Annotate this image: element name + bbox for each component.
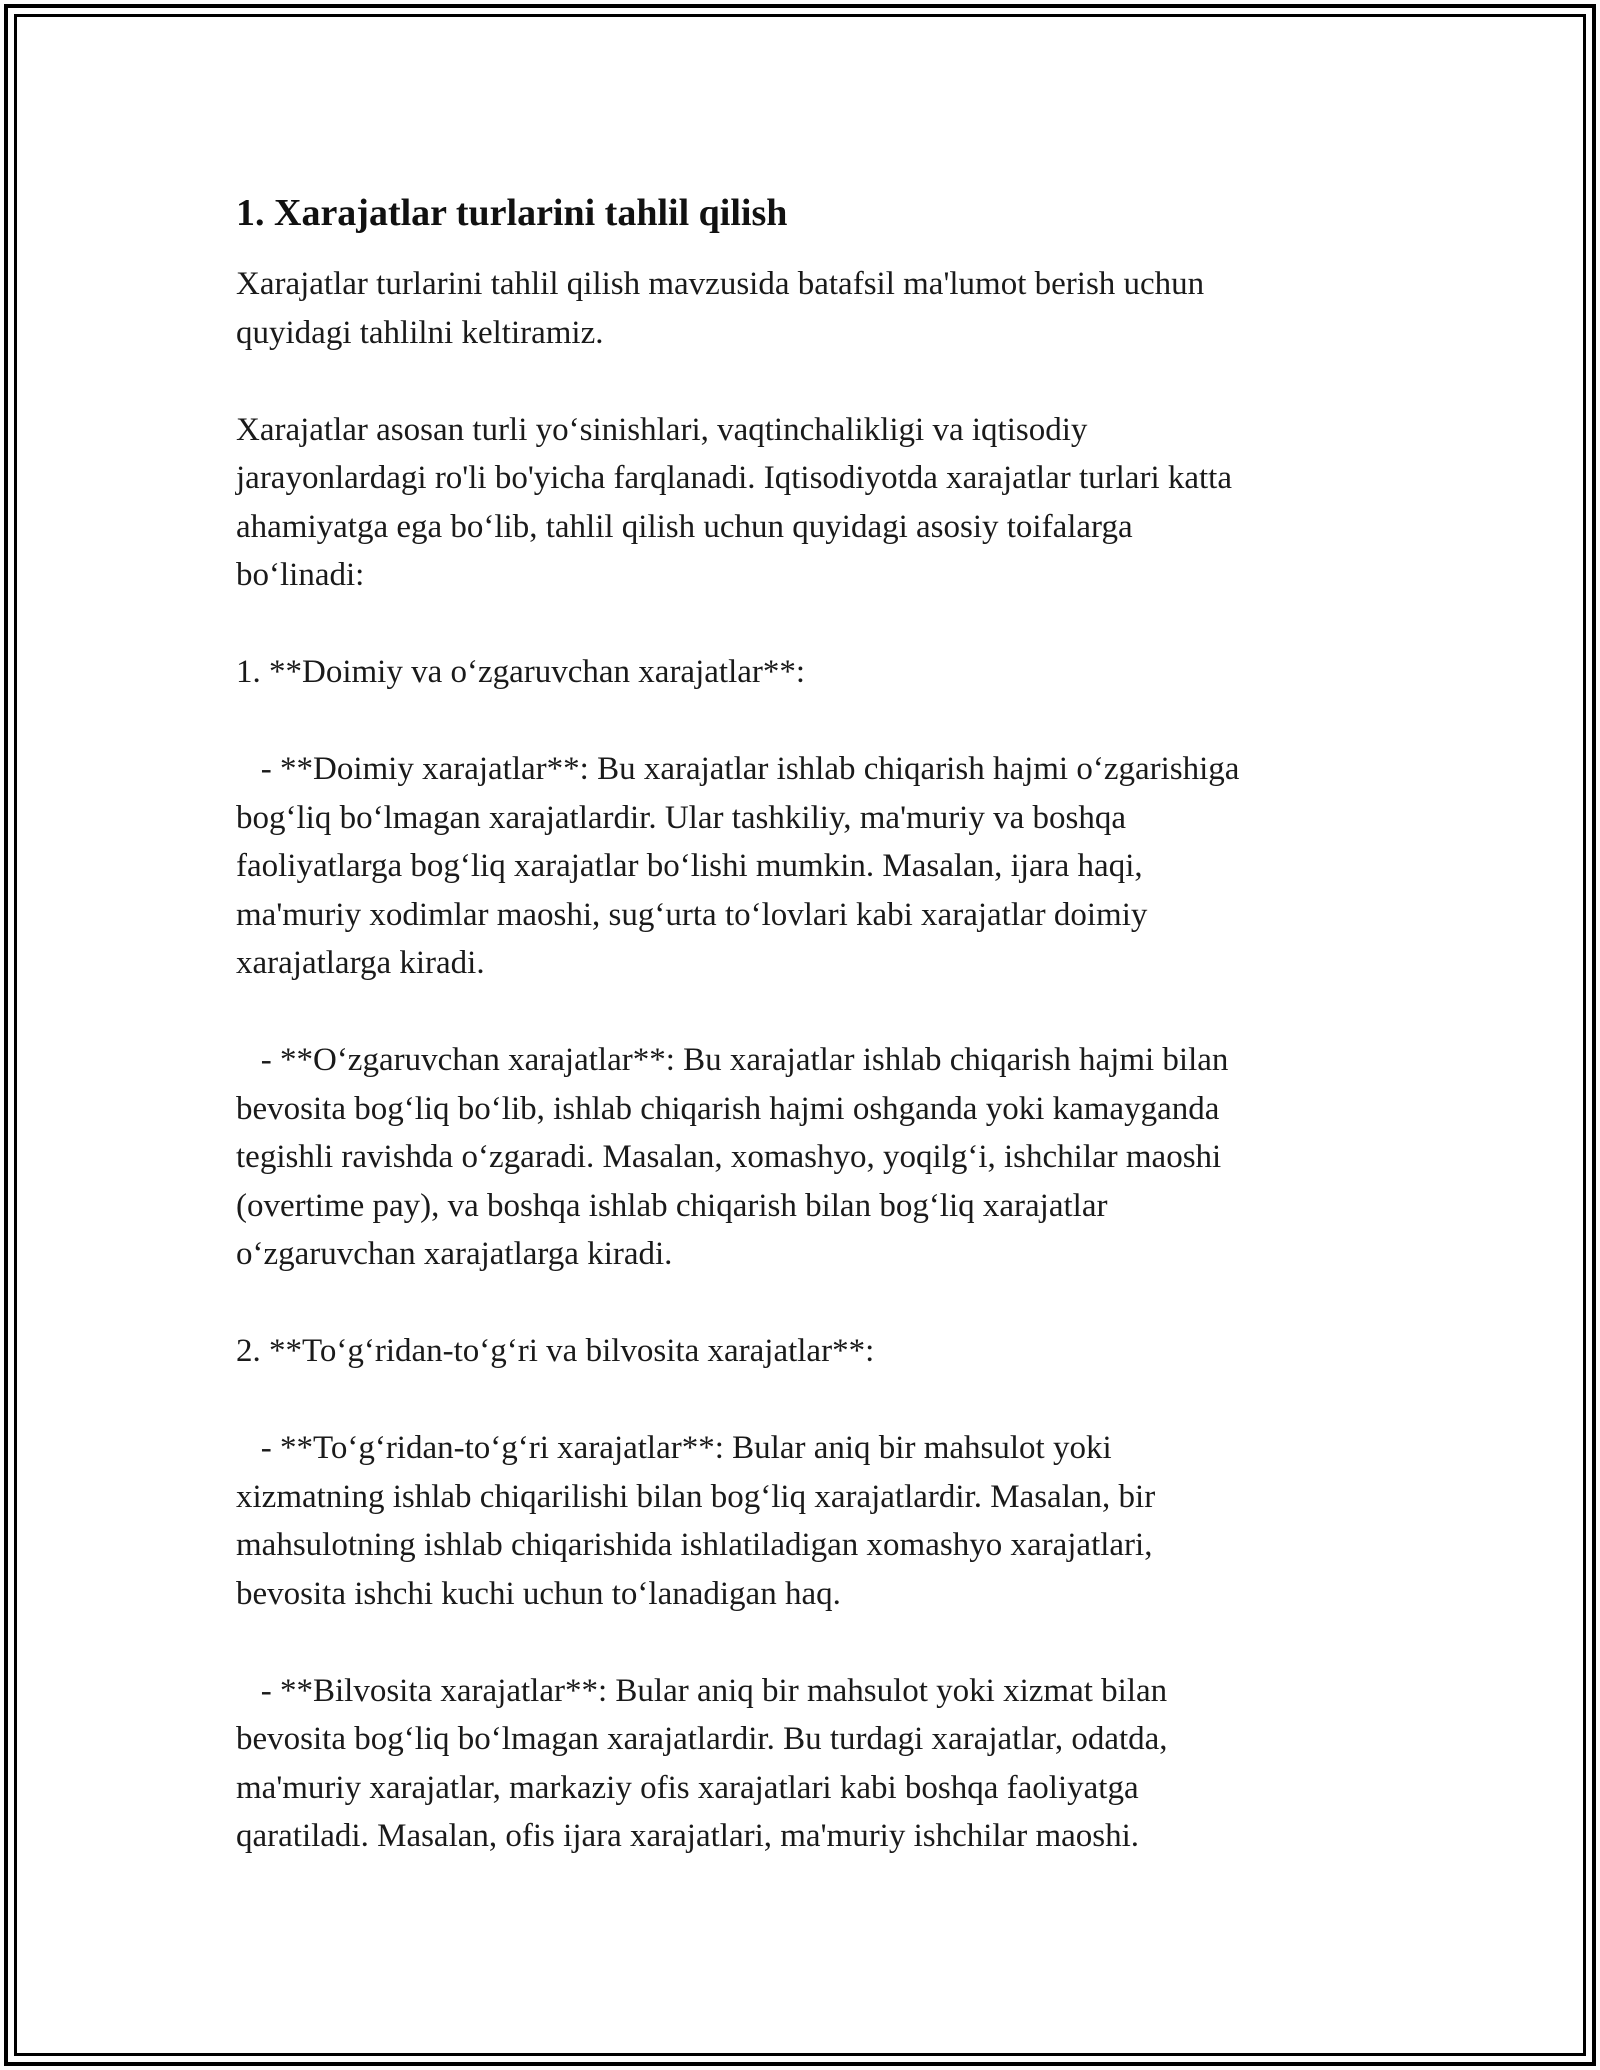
section-heading: 1. Xarajatlar turlarini tahlil qilish <box>236 192 788 234</box>
body-text: Xarajatlar turlarini tahlil qilish mavzusida batafsil ma'lumot berish uchun quyidagi tahlilni keltiramiz. Xarajatlar asosan turli yo‘sinishlari, vaqtinchalikligi va iqtisodiy jarayonlardagi ro'li bo'yicha farqlanadi. Iqtisodiyotda xarajatlar turlari katta ahamiyatga ega bo‘lib, tahlil qilish uchun quyidagi asosiy toifalarga bo‘linadi: 1. **Doimiy va o‘zgaruvchan xarajatlar**: - **Doimiy xarajatlar**: Bu xarajatlar ishlab chiqarish hajmi o‘zgarishiga bog‘liq bo‘lmagan xarajatlardir. Ular tashkiliy, ma'muriy va boshqa faoliyatlarga bog‘liq xarajatlar bo‘lishi mumkin. Masalan, ijara haqi, ma'muriy xodimlar maoshi, sug‘urta to‘lovlari kabi xarajatlar doimiy xarajatlarga kiradi. - **O‘zgaruvchan xarajatlar**: Bu xarajatlar ishlab chiqarish hajmi bilan bevosita bog‘liq bo‘lib, ishlab chiqarish hajmi oshganda yoki kamayganda tegishli ravishda o‘zgaradi. Masalan, xomashyo, yoqilg‘i, ishchilar maoshi (overtime pay), va boshqa ishlab chiqarish bilan bog‘liq xarajatlar o‘zgaruvchan xarajatlarga kiradi. 2. **To‘g‘ridan-to‘g‘ri va bilvosita xarajatlar**: - **To‘g‘ridan-to‘g‘ri xarajatlar**: Bular aniq bir mahsulot yoki xizmatning ishlab chiqarilishi bilan bog‘liq xarajatlardir. Masalan, bir mahsulotning ishlab chiqarishida ishlatiladigan xomashyo xarajatlari, bevosita ishchi kuchi uchun to‘lanadigan haq. - **Bilvosita xarajatlar**: Bular aniq bir mahsulot yoki xizmat bilan bevosita bog‘liq bo‘lmagan xarajatlardir. Bu turdagi xarajatlar, odatda, ma'muriy xarajatlar, markaziy ofis xarajatlari kabi boshqa faoliyatga qaratiladi. Masalan, ofis ijara xarajatlari, ma'muriy ishchilar maoshi. <box>236 266 1240 1854</box>
document-content <box>236 188 1366 1861</box>
